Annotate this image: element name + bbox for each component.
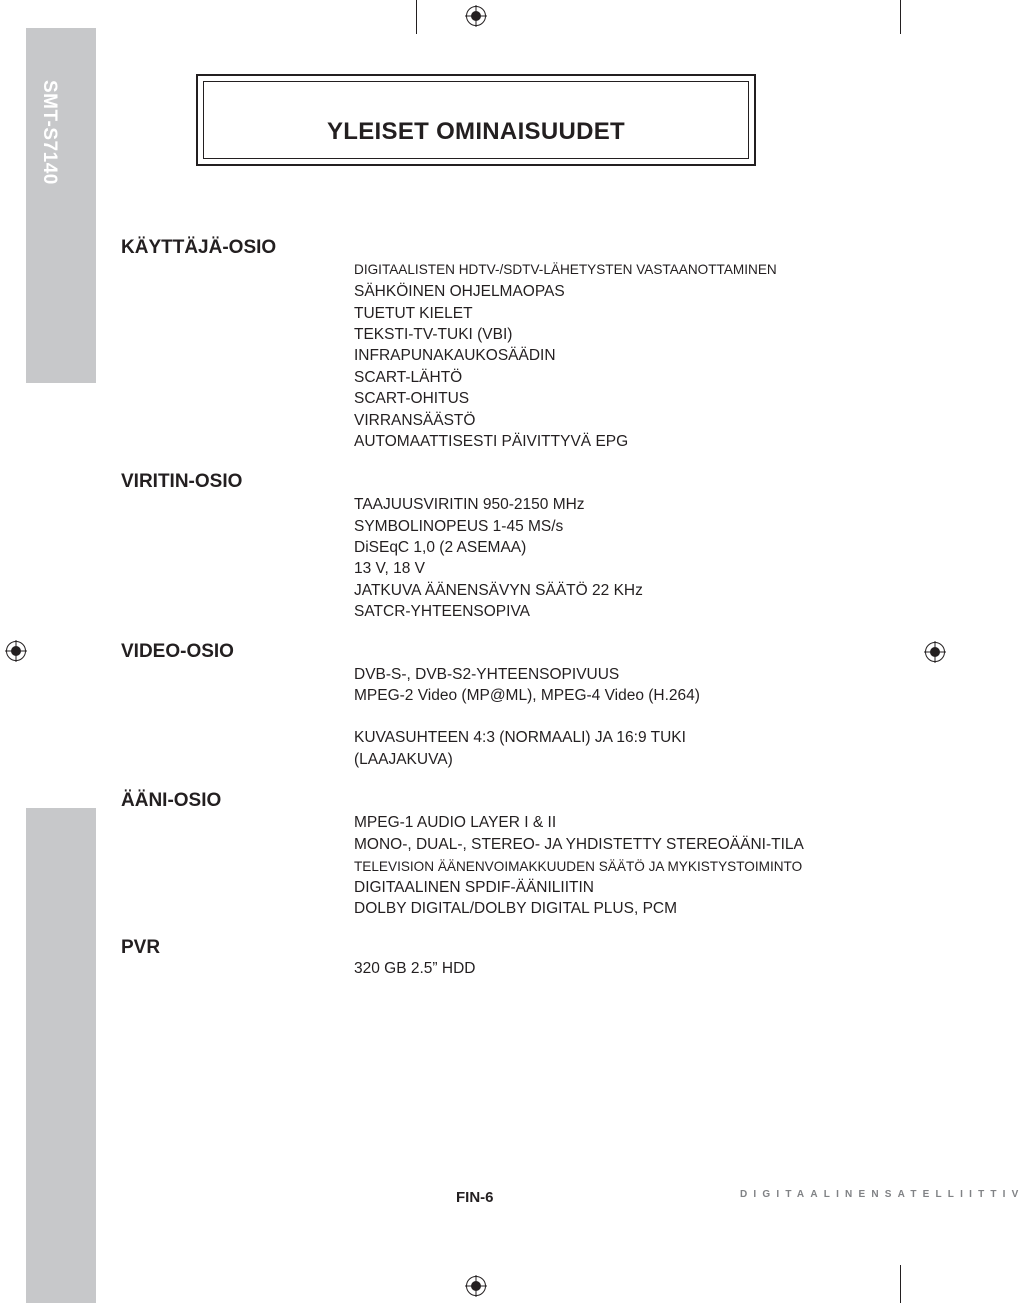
list-item: DVB-S-, DVB-S2-YHTEENSOPIVUUS xyxy=(354,666,620,683)
list-item: TUETUT KIELET xyxy=(354,305,473,322)
section-label-kayttaja: KÄYTTÄJÄ-OSIO xyxy=(121,237,277,258)
registration-mark-left-icon xyxy=(5,640,27,662)
list-item: MPEG-2 Video (MP@ML), MPEG-4 Video (H.264) xyxy=(354,687,700,704)
page-title: YLEISET OMINAISUUDET xyxy=(326,118,626,145)
footer-brand-text: DIGITAALINENSATELLIITTIV xyxy=(740,1189,1025,1200)
list-item: DiSEqC 1,0 (2 ASEMAA) xyxy=(354,539,527,556)
list-item: TELEVISION ÄÄNENVOIMAKKUUDEN SÄÄTÖ JA MYKISTYSTOIMINTO xyxy=(354,859,803,874)
list-item: DIGITAALISTEN HDTV-/SDTV-LÄHETYSTEN VASTAANOTTAMINEN xyxy=(354,262,777,277)
section-label-viritin: VIRITIN-OSIO xyxy=(121,471,243,492)
section-label-video: VIDEO-OSIO xyxy=(121,641,234,662)
list-item: DOLBY DIGITAL/DOLBY DIGITAL PLUS, PCM xyxy=(354,900,678,917)
list-item: KUVASUHTEEN 4:3 (NORMAALI) JA 16:9 TUKI xyxy=(354,729,686,746)
list-item: SATCR-YHTEENSOPIVA xyxy=(354,603,530,620)
crop-mark-right xyxy=(900,0,901,34)
list-item: (LAAJAKUVA) xyxy=(354,751,453,768)
side-tab-bottom xyxy=(26,808,96,1303)
list-item: SCART-LÄHTÖ xyxy=(354,369,463,386)
model-label: SMT-S7140 xyxy=(39,80,60,185)
list-item: TAAJUUSVIRITIN 950-2150 MHz xyxy=(354,496,585,513)
list-item: SÄHKÖINEN OHJELMAOPAS xyxy=(354,283,565,300)
list-item: VIRRANSÄÄSTÖ xyxy=(354,412,476,429)
list-item: TEKSTI-TV-TUKI (VBI) xyxy=(354,326,513,343)
registration-mark-top-icon xyxy=(465,5,487,27)
list-item: SCART-OHITUS xyxy=(354,390,470,407)
list-item: 320 GB 2.5” HDD xyxy=(354,960,476,977)
list-item: MPEG-1 AUDIO LAYER I & II xyxy=(354,814,557,831)
list-item: JATKUVA ÄÄNENSÄVYN SÄÄTÖ 22 KHz xyxy=(354,582,643,599)
section-label-pvr: PVR xyxy=(121,937,161,958)
list-item: AUTOMAATTISESTI PÄIVITTYVÄ EPG xyxy=(354,433,629,450)
crop-mark-left xyxy=(416,0,417,34)
list-item: 13 V, 18 V xyxy=(354,560,425,577)
list-item: SYMBOLINOPEUS 1-45 MS/s xyxy=(354,518,564,535)
side-tab-top xyxy=(26,28,96,383)
list-item: MONO-, DUAL-, STEREO- JA YHDISTETTY STEREOÄÄNI-TILA xyxy=(354,836,804,853)
list-item: DIGITAALINEN SPDIF-ÄÄNILIITIN xyxy=(354,879,595,896)
crop-mark-bottom xyxy=(900,1265,901,1303)
title-box xyxy=(196,74,756,166)
registration-mark-bottom-icon xyxy=(465,1275,487,1297)
page-number: FIN-6 xyxy=(456,1189,494,1206)
registration-mark-right-icon xyxy=(924,641,946,663)
list-item: INFRAPUNAKAUKOSÄÄDIN xyxy=(354,347,556,364)
section-label-aani: ÄÄNI-OSIO xyxy=(121,790,222,811)
